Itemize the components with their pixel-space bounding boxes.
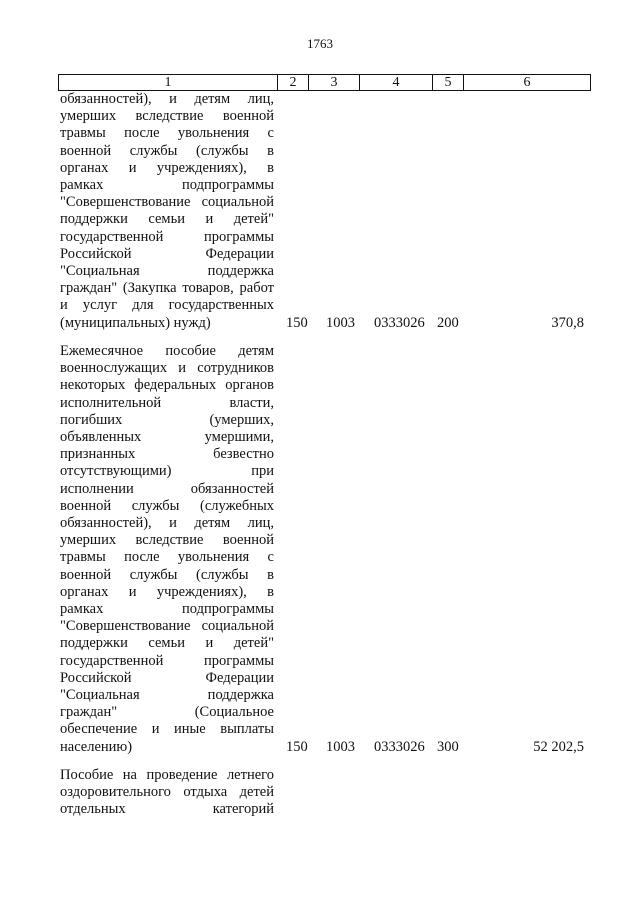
cell-col6: 370,8 <box>551 314 584 331</box>
table-header-row <box>59 75 591 91</box>
column-header-6: 6 <box>464 75 591 91</box>
description-line: военной службы (служебных <box>60 497 274 514</box>
description-line: и услуг для государственных <box>60 297 274 314</box>
cell-col3: 1003 <box>326 738 355 755</box>
cell-col2: 150 <box>286 314 308 331</box>
description-line: некоторых федеральных органов <box>60 377 274 394</box>
description-line: травмы после увольнения с <box>60 549 274 566</box>
cell-col6: 52 202,5 <box>533 738 584 755</box>
description-line: граждан" (Закупка товаров, работ <box>60 280 274 297</box>
description-line: поддержки семьи и детей" <box>60 211 274 228</box>
column-header-3: 3 <box>309 75 360 91</box>
description-line: умерших вследствие военной <box>60 532 274 549</box>
description-line: (муниципальных) нужд) <box>60 314 211 331</box>
cell-col4: 0333026 <box>374 314 425 331</box>
description-line: военнослужащих и сотрудников <box>60 360 274 377</box>
page-number: 1763 <box>307 36 333 51</box>
description-line: отсутствующими) при <box>60 463 274 480</box>
column-header-4: 4 <box>360 75 433 91</box>
description-line: признанных безвестно <box>60 446 274 463</box>
description-line: населению) <box>60 738 133 755</box>
row-description <box>60 91 274 332</box>
cell-col3: 1003 <box>326 314 355 331</box>
description-line: обеспечение и иные выплаты <box>60 721 274 738</box>
description-line: "Социальная поддержка <box>60 263 274 280</box>
description-line: обязанностей), и детям лиц, <box>60 91 274 107</box>
column-header-5: 5 <box>433 75 464 91</box>
description-line: "Совершенствование социальной <box>60 194 274 211</box>
description-line: исполнительной власти, <box>60 394 274 411</box>
cell-col4: 0333026 <box>374 738 425 755</box>
cell-col5: 300 <box>437 738 459 755</box>
description-line: травмы после увольнения с <box>60 125 274 142</box>
description-line: органах и учреждениях), в <box>60 583 274 600</box>
description-line: отдельных категорий <box>60 801 274 818</box>
description-line: умерших вследствие военной <box>60 108 274 125</box>
description-line: Ежемесячное пособие детям <box>60 343 274 359</box>
description-line: "Социальная поддержка <box>60 687 274 704</box>
cell-col5: 200 <box>437 314 459 331</box>
description-line: оздоровительного отдыха детей <box>60 784 274 801</box>
column-header-1: 1 <box>59 75 278 91</box>
row-description <box>60 767 274 819</box>
column-header-2: 2 <box>278 75 309 91</box>
description-line: органах и учреждениях), в <box>60 159 274 176</box>
description-line: поддержки семьи и детей" <box>60 635 274 652</box>
description-line: граждан" (Социальное <box>60 704 274 721</box>
description-line: обязанностей), и детям лиц, <box>60 515 274 532</box>
description-line: Российской Федерации <box>60 245 274 262</box>
description-line: "Совершенствование социальной <box>60 618 274 635</box>
description-line: государственной программы <box>60 228 274 245</box>
description-line: объявленных умершими, <box>60 429 274 446</box>
description-line: государственной программы <box>60 652 274 669</box>
description-line: военной службы (службы в <box>60 142 274 159</box>
table-header <box>58 74 591 91</box>
description-line: рамках подпрограммы <box>60 601 274 618</box>
row-description <box>60 343 274 756</box>
description-line: Пособие на проведение летнего <box>60 767 274 783</box>
description-line: Российской Федерации <box>60 669 274 686</box>
description-line: военной службы (службы в <box>60 566 274 583</box>
description-line: рамках подпрограммы <box>60 177 274 194</box>
description-line: погибших (умерших, <box>60 411 274 428</box>
description-line: исполнении обязанностей <box>60 480 274 497</box>
cell-col2: 150 <box>286 738 308 755</box>
